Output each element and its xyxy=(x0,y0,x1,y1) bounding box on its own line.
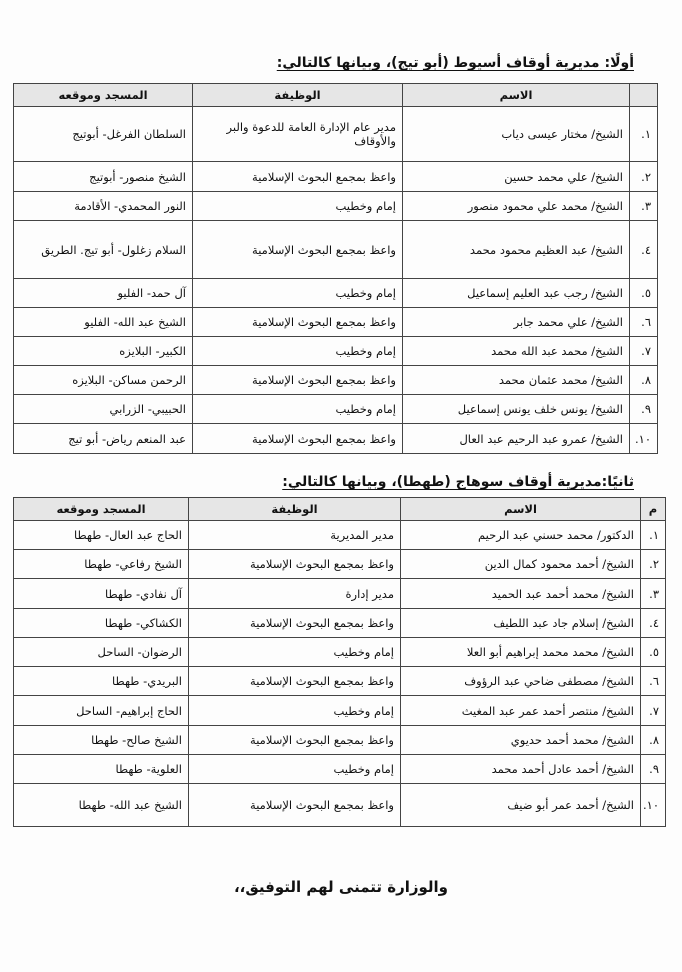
section-2-table xyxy=(13,497,666,827)
header-mosque: المسجد وموقعه xyxy=(14,498,189,521)
row-job: واعظ بمجمع البحوث الإسلامية xyxy=(189,667,401,696)
row-name: الشيخ/ محمد أحمد حديوي xyxy=(401,726,641,755)
row-job: واعظ بمجمع البحوث الإسلامية xyxy=(193,308,403,337)
row-mosque: الرضوان- الساحل xyxy=(14,638,189,667)
header-num xyxy=(630,84,658,107)
row-job: واعظ بمجمع البحوث الإسلامية xyxy=(189,550,401,579)
row-job: واعظ بمجمع البحوث الإسلامية xyxy=(193,424,403,454)
section-2-title: مديرية أوقاف سوهاج (طهطا)، وبيانها كالتالي: xyxy=(282,474,602,490)
row-mosque: السلام زغلول- أبو تيج. الطريق xyxy=(14,221,193,279)
section-2-heading xyxy=(282,474,634,490)
row-name: الشيخ/ عبد العظيم محمود محمد xyxy=(403,221,630,279)
table-row xyxy=(14,755,666,784)
section-1-heading xyxy=(277,55,634,71)
row-job: مدير عام الإدارة العامة للدعوة والبر والأوقاف xyxy=(193,107,403,162)
row-mosque: الشيخ عبد الله- طهطا xyxy=(14,784,189,827)
table-row xyxy=(14,609,666,638)
row-number: ٢. xyxy=(630,162,658,192)
row-name: الشيخ/ علي محمد جابر xyxy=(403,308,630,337)
row-mosque: آل نفادي- طهطا xyxy=(14,579,189,609)
row-mosque: السلطان الفرغل- أبوتيج xyxy=(14,107,193,162)
section-2-ordinal: ثانيًا: xyxy=(601,474,634,490)
row-job: واعظ بمجمع البحوث الإسلامية xyxy=(193,366,403,395)
row-job: إمام وخطيب xyxy=(189,638,401,667)
section-1-table xyxy=(13,83,658,454)
table-row xyxy=(14,221,658,279)
row-number: ٩. xyxy=(630,395,658,424)
row-number: ٥. xyxy=(630,279,658,308)
section-1-ordinal: أولًا: xyxy=(604,55,634,71)
row-job: واعظ بمجمع البحوث الإسلامية xyxy=(189,784,401,827)
table-row xyxy=(14,337,658,366)
row-name: الشيخ/ أحمد محمود كمال الدين xyxy=(401,550,641,579)
row-name: الشيخ/ أحمد عمر أبو ضيف xyxy=(401,784,641,827)
table-row xyxy=(14,279,658,308)
row-name: الشيخ/ إسلام جاد عبد اللطيف xyxy=(401,609,641,638)
row-mosque: الحبيبي- الزرابي xyxy=(14,395,193,424)
header-name: الاسم xyxy=(403,84,630,107)
row-number: ٧. xyxy=(630,337,658,366)
table-row xyxy=(14,366,658,395)
row-number: ٦. xyxy=(641,667,666,696)
row-job: واعظ بمجمع البحوث الإسلامية xyxy=(193,162,403,192)
row-number: ٤. xyxy=(641,609,666,638)
row-number: ١. xyxy=(641,521,666,550)
row-mosque: الكشاكي- طهطا xyxy=(14,609,189,638)
row-name: الشيخ/ منتصر أحمد عمر عبد المغيث xyxy=(401,696,641,726)
header-num: م xyxy=(641,498,666,521)
table-row xyxy=(14,726,666,755)
row-name: الشيخ/ علي محمد حسين xyxy=(403,162,630,192)
row-job: إمام وخطيب xyxy=(193,337,403,366)
row-number: ١٠. xyxy=(641,784,666,827)
header-name: الاسم xyxy=(401,498,641,521)
row-name: الشيخ/ رجب عبد العليم إسماعيل xyxy=(403,279,630,308)
table-row xyxy=(14,395,658,424)
header-mosque: المسجد وموقعه xyxy=(14,84,193,107)
row-mosque: الرحمن مساكن- البلايزه xyxy=(14,366,193,395)
row-number: ١. xyxy=(630,107,658,162)
row-mosque: الكبير- البلايزه xyxy=(14,337,193,366)
row-mosque: عبد المنعم رياض- أبو تيج xyxy=(14,424,193,454)
row-name: الشيخ/ محمد أحمد عبد الحميد xyxy=(401,579,641,609)
table-row xyxy=(14,550,666,579)
row-name: الشيخ/ يونس خلف يونس إسماعيل xyxy=(403,395,630,424)
row-mosque: الحاج إبراهيم- الساحل xyxy=(14,696,189,726)
row-mosque: الشيخ صالح- طهطا xyxy=(14,726,189,755)
row-job: إمام وخطيب xyxy=(193,279,403,308)
row-mosque: الشيخ رفاعي- طهطا xyxy=(14,550,189,579)
row-number: ٨. xyxy=(641,726,666,755)
row-name: الشيخ/ محمد محمد إبراهيم أبو العلا xyxy=(401,638,641,667)
row-name: الشيخ/ محمد علي محمود منصور xyxy=(403,192,630,221)
header-job: الوظيفة xyxy=(189,498,401,521)
table-row xyxy=(14,521,666,550)
table-header-row xyxy=(14,84,658,107)
row-job: إمام وخطيب xyxy=(193,192,403,221)
row-name: الشيخ/ عمرو عبد الرحيم عبد العال xyxy=(403,424,630,454)
table-row xyxy=(14,308,658,337)
row-name: الشيخ/ مصطفى ضاحي عبد الرؤوف xyxy=(401,667,641,696)
row-number: ٦. xyxy=(630,308,658,337)
row-name: الشيخ/ أحمد عادل أحمد محمد xyxy=(401,755,641,784)
row-mosque: الشيخ منصور- أبوتيج xyxy=(14,162,193,192)
table-row xyxy=(14,696,666,726)
row-mosque: الشيخ عبد الله- الفليو xyxy=(14,308,193,337)
header-job: الوظيفة xyxy=(193,84,403,107)
row-number: ٢. xyxy=(641,550,666,579)
row-name: الشيخ/ مختار عيسى دياب xyxy=(403,107,630,162)
row-job: واعظ بمجمع البحوث الإسلامية xyxy=(189,609,401,638)
table-row xyxy=(14,667,666,696)
row-job: واعظ بمجمع البحوث الإسلامية xyxy=(193,221,403,279)
row-name: الشيخ/ محمد عبد الله محمد xyxy=(403,337,630,366)
row-mosque: البريدي- طهطا xyxy=(14,667,189,696)
row-job: إمام وخطيب xyxy=(189,755,401,784)
section-1-title: مديرية أوقاف أسيوط (أبو تيج)، وبيانها كالتالي: xyxy=(276,55,605,71)
table-row xyxy=(14,579,666,609)
row-name: الشيخ/ محمد عثمان محمد xyxy=(403,366,630,395)
table-row xyxy=(14,638,666,667)
table-header-row xyxy=(14,498,666,521)
row-number: ٧. xyxy=(641,696,666,726)
row-mosque: النور المحمدي- الأقادمة xyxy=(14,192,193,221)
row-job: واعظ بمجمع البحوث الإسلامية xyxy=(189,726,401,755)
row-mosque: العلوية- طهطا xyxy=(14,755,189,784)
table-row xyxy=(14,107,658,162)
row-number: ١٠. xyxy=(630,424,658,454)
closing-line: والوزارة تتمنى لهم التوفيق،، xyxy=(233,878,448,896)
row-number: ٩. xyxy=(641,755,666,784)
table-row xyxy=(14,192,658,221)
row-name: الدكتور/ محمد حسني عبد الرحيم xyxy=(401,521,641,550)
row-mosque: الحاج عبد العال- طهطا xyxy=(14,521,189,550)
table-row xyxy=(14,162,658,192)
row-number: ٨. xyxy=(630,366,658,395)
row-job: إمام وخطيب xyxy=(189,696,401,726)
row-job: مدير المديرية xyxy=(189,521,401,550)
row-number: ٣. xyxy=(641,579,666,609)
row-mosque: آل حمد- الفليو xyxy=(14,279,193,308)
table-row xyxy=(14,784,666,827)
row-job: مدير إدارة xyxy=(189,579,401,609)
table-row xyxy=(14,424,658,454)
row-number: ٤. xyxy=(630,221,658,279)
row-job: إمام وخطيب xyxy=(193,395,403,424)
row-number: ٣. xyxy=(630,192,658,221)
row-number: ٥. xyxy=(641,638,666,667)
